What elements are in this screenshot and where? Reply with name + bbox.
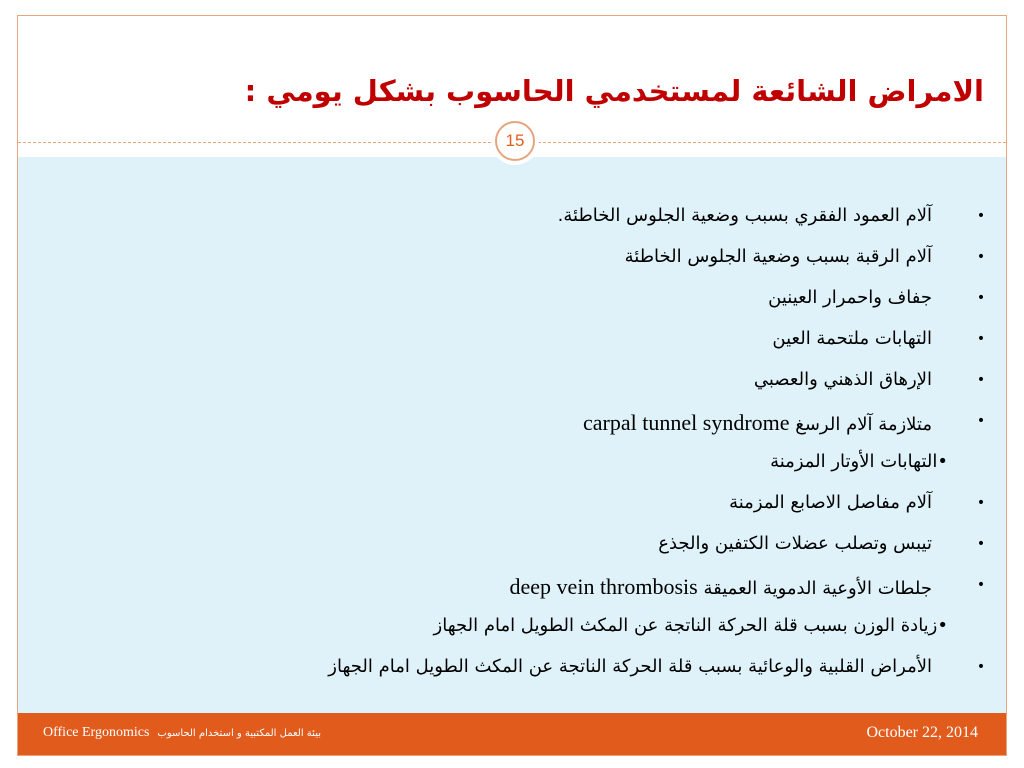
bullet-marker: • [976, 536, 986, 552]
list-item [186, 205, 986, 246]
list-item [186, 451, 986, 492]
bullet-text: الأمراض القلبية والوعائية بسبب قلة الحركة الناتجة عن المكث الطويل امام الجهاز [328, 656, 932, 677]
bullet-list [186, 205, 986, 697]
bullet-text: •التهابات الأوتار المزمنة [770, 451, 948, 472]
english-term: deep vein thrombosis [509, 574, 698, 599]
list-item [186, 656, 986, 697]
bullet-text: آلام مفاصل الاصابع المزمنة [729, 492, 932, 513]
bullet-marker: • [976, 577, 986, 593]
list-item [186, 410, 986, 451]
bullet-text: آلام العمود الفقري بسبب وضعية الجلوس الخاطئة. [557, 205, 932, 226]
bullet-text: متلازمة آلام الرسغ carpal tunnel syndrome [583, 410, 932, 435]
list-item [186, 369, 986, 410]
content-area [18, 157, 1006, 715]
list-item [186, 574, 986, 615]
slide-title: الامراض الشائعة لمستخدمي الحاسوب بشكل يومي : [244, 74, 984, 108]
bullet-text: تيبس وتصلب عضلات الكتفين والجذع [658, 533, 932, 554]
bullet-marker: • [976, 290, 986, 306]
bullet-text: •زيادة الوزن بسبب قلة الحركة الناتجة عن المكث الطويل امام الجهاز [433, 615, 948, 636]
list-item [186, 246, 986, 287]
list-item [186, 615, 986, 656]
list-item [186, 492, 986, 533]
footer-date: October 22, 2014 [866, 724, 978, 741]
page-number-badge: 15 [495, 121, 535, 161]
footer-bar [18, 713, 1006, 755]
bullet-marker: • [976, 413, 986, 429]
bullet-text: التهابات ملتحمة العين [772, 328, 932, 349]
bullet-marker: • [976, 495, 986, 511]
footer-title-en: Office Ergonomics [43, 725, 150, 740]
bullet-marker: • [976, 249, 986, 265]
bullet-marker: • [976, 659, 986, 675]
footer-title-ar: بيئة العمل المكتبية و استخدام الحاسوب [157, 728, 321, 739]
list-item [186, 533, 986, 574]
bullet-text: جلطات الأوعية الدموية العميقة deep vein thrombosis [509, 574, 932, 599]
slide [17, 15, 1007, 756]
bullet-text: آلام الرقبة بسبب وضعية الجلوس الخاطئة [624, 246, 932, 267]
bullet-text: الإرهاق الذهني والعصبي [753, 369, 932, 390]
list-item [186, 328, 986, 369]
footer-course-title [43, 725, 321, 741]
bullet-marker: • [976, 331, 986, 347]
bullet-text: جفاف واحمرار العينين [768, 287, 932, 308]
list-item [186, 287, 986, 328]
english-term: carpal tunnel syndrome [583, 410, 790, 435]
bullet-marker: • [976, 372, 986, 388]
bullet-marker: • [976, 208, 986, 224]
